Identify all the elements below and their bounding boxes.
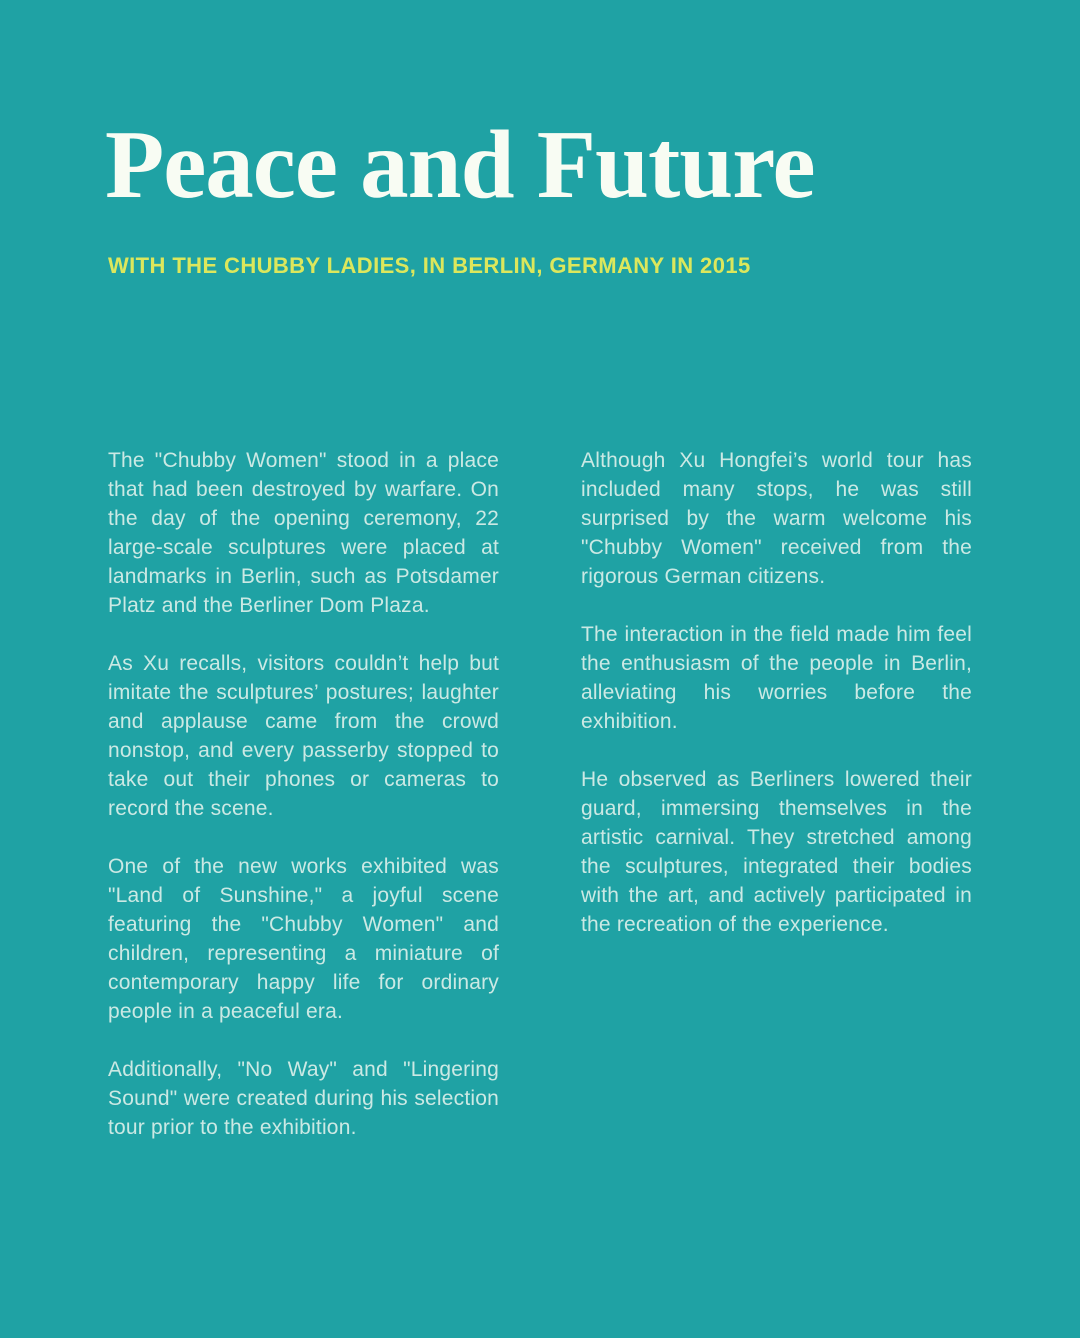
paragraph-left-1: The "Chubby Women" stood in a place that had been destroyed by warfare. On the day of the opening ceremony, 22 large-scale sculptures were placed at landmarks in Berlin, such as Potsdamer Platz and the Berliner Dom Plaza. [108, 449, 499, 617]
paragraph-left-3: One of the new works exhibited was "Land of Sunshine," a joyful scene featuring the "Chubby Women" and children, representing a miniature of contemporary happy life for ordinary people in a peaceful era. [108, 855, 499, 1023]
body-columns [108, 446, 972, 1142]
left-column [108, 446, 499, 1142]
paragraph-right-3: He observed as Berliners lowered their guard, immersing themselves in the artistic carnival. They stretched among the sculptures, integrated their bodies with the art, and actively participated in the recreation of the experience. [581, 768, 972, 936]
paragraph-right-2: The interaction in the field made him feel the enthusiasm of the people in Berlin, alleviating his worries before the exhibition. [581, 623, 972, 733]
page-subtitle: WITH THE CHUBBY LADIES, IN BERLIN, GERMANY IN 2015 [108, 253, 751, 278]
page-title: Peace and Future [105, 111, 815, 218]
paragraph-right-1: Although Xu Hongfei’s world tour has included many stops, he was still surprised by the warm welcome his "Chubby Women" received from the rigorous German citizens. [581, 449, 972, 588]
right-column [581, 446, 972, 1142]
paragraph-left-4: Additionally, "No Way" and "Lingering Sound" were created during his selection tour prior to the exhibition. [108, 1058, 499, 1139]
paragraph-left-2: As Xu recalls, visitors couldn’t help but imitate the sculptures’ postures; laughter and applause came from the crowd nonstop, and every passerby stopped to take out their phones or cameras to record the scene. [108, 652, 499, 820]
